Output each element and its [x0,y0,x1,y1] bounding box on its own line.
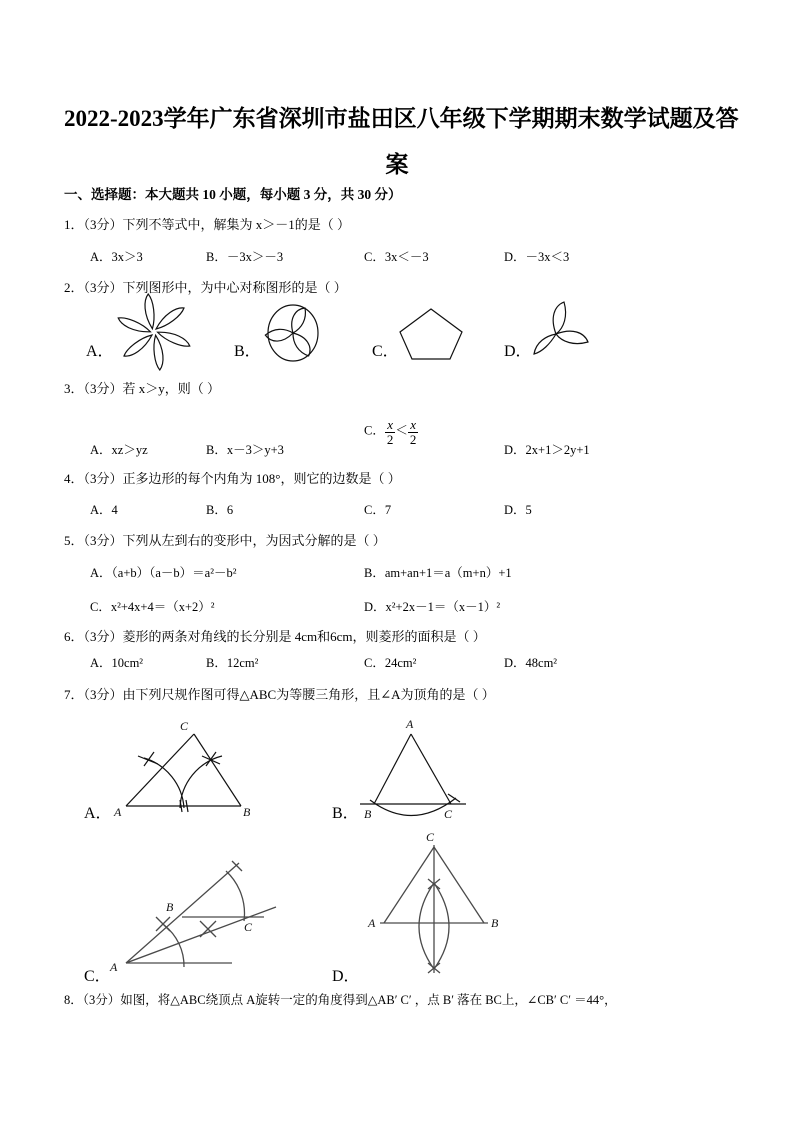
q3-relation: ＜ [395,423,408,438]
page-title [64,96,739,188]
svg-text:C: C [244,920,253,934]
q3-option-a[interactable]: A．xz＞yz [90,443,148,457]
q6-option-a[interactable]: A．10cm² [90,656,144,670]
question-2-stem: 2．（3分）下列图形中，为中心对称图形的是（ ） [64,280,347,295]
two-blade-pinwheel-icon [526,300,596,362]
construction-angle-bisector-figure [104,855,284,975]
svg-text:B: B [166,900,174,914]
q1-option-b[interactable]: B．－3x＞－3 [206,250,284,264]
q5-option-a[interactable]: A．（a+b）（a－b）＝a²－b² [90,566,237,580]
pinwheel-six-leaf-icon [108,302,200,362]
q3-fraction-right: $\frac{x}{2}$ [409,417,417,447]
svg-text:A: A [406,717,414,731]
q4-option-b[interactable]: B．6 [206,503,234,517]
q7-option-c-label[interactable]: C． [84,968,111,985]
q3-option-c[interactable]: C． $\frac{x}{2}$ ＜ $\frac{x}{2}$ [364,417,417,447]
page-title-line-1: 2022-2023学年广东省深圳市盐田区八年级下学期期末数学试题及答 [64,106,739,131]
question-7-figures-row-1 [64,714,730,824]
svg-text:A: A [368,916,376,930]
q6-option-b[interactable]: B．12cm² [206,656,259,670]
svg-text:A: A [114,805,122,819]
question-1-stem: 1．（3分）下列不等式中，解集为 x＞－1的是（ ） [64,217,351,232]
q4-option-c[interactable]: C．7 [364,503,392,517]
q5-option-d[interactable]: D．x²+2x－1＝（x－1）² [364,600,501,614]
question-7-stem: 7．（3分）由下列尺规作图可得△ABC为等腰三角形，且∠A为顶角的是（ ） [64,687,495,702]
question-2-figures [64,300,730,364]
svg-text:C: C [426,830,435,844]
q1-option-a[interactable]: A．3x＞3 [90,250,143,264]
q3-option-d[interactable]: D．2x+1＞2y+1 [504,443,590,457]
q2-option-b-label[interactable]: B． [234,343,261,360]
q5-option-b[interactable]: B．am+an+1＝a（m+n）+1 [364,566,512,580]
svg-text:B: B [491,916,499,930]
q7-option-b-label[interactable]: B． [332,805,359,822]
q4-option-a[interactable]: A．4 [90,503,118,517]
svg-text:C: C [444,807,453,821]
q7-option-a-label[interactable]: A． [84,805,112,822]
svg-text:A: A [110,960,118,974]
question-8-stem: 8．（3分）如图，将△ABC绕顶点 A旋转一定的角度得到△AB′ C′ ，点 B′ 落在 BC上，∠CB′ C′ ＝44°， [64,993,617,1007]
q5-option-c[interactable]: C．x²+4x+4＝（x+2）² [90,600,215,614]
q1-option-d[interactable]: D．－3x＜3 [504,250,570,264]
question-6-stem: 6．（3分）菱形的两条对角线的长分别是 4cm和6cm，则菱形的面积是（ ） [64,629,486,644]
question-4-stem: 4．（3分）正多边形的每个内角为 108°，则它的边数是（ ） [64,471,401,486]
q2-option-a-label[interactable]: A． [86,343,114,360]
construction-arcs-from-AB-figure [106,716,266,821]
page-title-line-2: 案 [385,152,409,177]
svg-text:B: B [243,805,251,819]
pentagon-icon [396,306,466,362]
construction-arc-below-BC-figure [356,716,506,821]
q4-option-d[interactable]: D．5 [504,503,532,517]
q2-option-d-label[interactable]: D． [504,343,532,360]
q1-option-c[interactable]: C．3x＜－3 [364,250,429,264]
svg-text:C: C [180,719,189,733]
question-7-figures-row-2 [64,830,730,985]
question-3-stem: 3．（3分）若 x＞y，则（ ） [64,381,221,396]
q6-option-d[interactable]: D．48cm² [504,656,558,670]
q3-fraction-left: $\frac{x}{2}$ [386,417,394,447]
q7-option-d-label[interactable]: D． [332,968,360,985]
section-header: 一、选择题：本大题共 10 小题，每小题 3 分，共 30 分） [64,187,402,202]
construction-perpendicular-bisector-figure [364,827,514,977]
q6-option-c[interactable]: C．24cm² [364,656,417,670]
q2-option-c-label[interactable]: C． [372,343,399,360]
question-5-stem: 5．（3分）下列从左到右的变形中，为因式分解的是（ ） [64,533,386,548]
q3-option-b[interactable]: B．x－3＞y+3 [206,443,284,457]
svg-text:B: B [364,807,372,821]
circle-three-rotor-icon [258,302,328,364]
